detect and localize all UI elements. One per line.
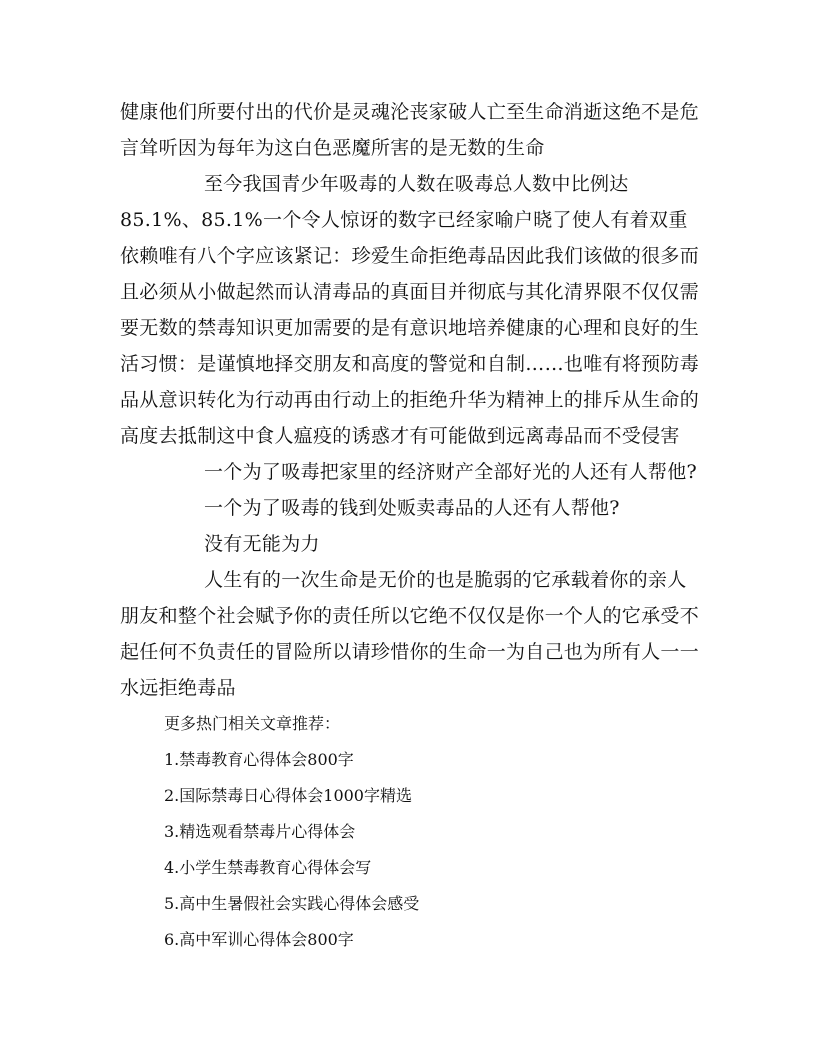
recommendation-link[interactable]: 3.精选观看禁毒片心得体会 bbox=[164, 822, 356, 841]
paragraph-1: 健康他们所要付出的代价是灵魂沦丧家破人亡至生命消逝这绝不是危言耸听因为每年为这白色恶魔所害的是无数的生命 bbox=[120, 101, 700, 159]
paragraph-4: 一个为了吸毒的钱到处贩卖毒品的人还有人帮他? bbox=[204, 497, 620, 519]
paragraph-5: 没有无能为力 bbox=[204, 533, 320, 555]
recommendation-link[interactable]: 6.高中军训心得体会800字 bbox=[164, 930, 354, 949]
recommendation-link[interactable]: 2.国际禁毒日心得体会1000字精选 bbox=[164, 786, 412, 805]
recommendations-title: 更多热门相关文章推荐： bbox=[164, 714, 341, 733]
paragraph-2: 至今我国青少年吸毒的人数在吸毒总人数中比例达85.1%、85.1%一个令人惊讶的数字已经家喻户晓了使人有着双重依赖唯有八个字应该紧记：珍爱生命拒绝毒品因此我们该做的很多而且必须从小做起然而认清毒品的真面目并彻底与其化清界限不仅仅需要无数的禁毒知识更加需要的是有意识地培养健康的心理和良好的生活习惯：是谨慎地择交朋友和高度的警觉和自制……也唯有将预防毒品从意识转化为行动再由行动上的拒绝升华为精神上的排斥从生命的高度去抵制这中食人瘟疫的诱惑才有可能做到远离毒品而不受侵害 bbox=[120, 173, 700, 447]
paragraph-6: 人生有的一次生命是无价的也是脆弱的它承载着你的亲人朋友和整个社会赋予你的责任所以它绝不仅仅是你一个人的它承受不起任何不负责任的冒险所以请珍惜你的生命一为自己也为所有人一一水远拒绝毒品 bbox=[120, 569, 700, 699]
recommendations-list bbox=[164, 742, 419, 958]
paragraph-3: 一个为了吸毒把家里的经济财产全部好光的人还有人帮他? bbox=[204, 461, 697, 483]
recommendation-link[interactable]: 4.小学生禁毒教育心得体会写 bbox=[164, 858, 372, 877]
recommendation-link[interactable]: 1.禁毒教育心得体会800字 bbox=[164, 750, 354, 769]
recommendation-link[interactable]: 5.高中生暑假社会实践心得体会感受 bbox=[164, 894, 420, 913]
